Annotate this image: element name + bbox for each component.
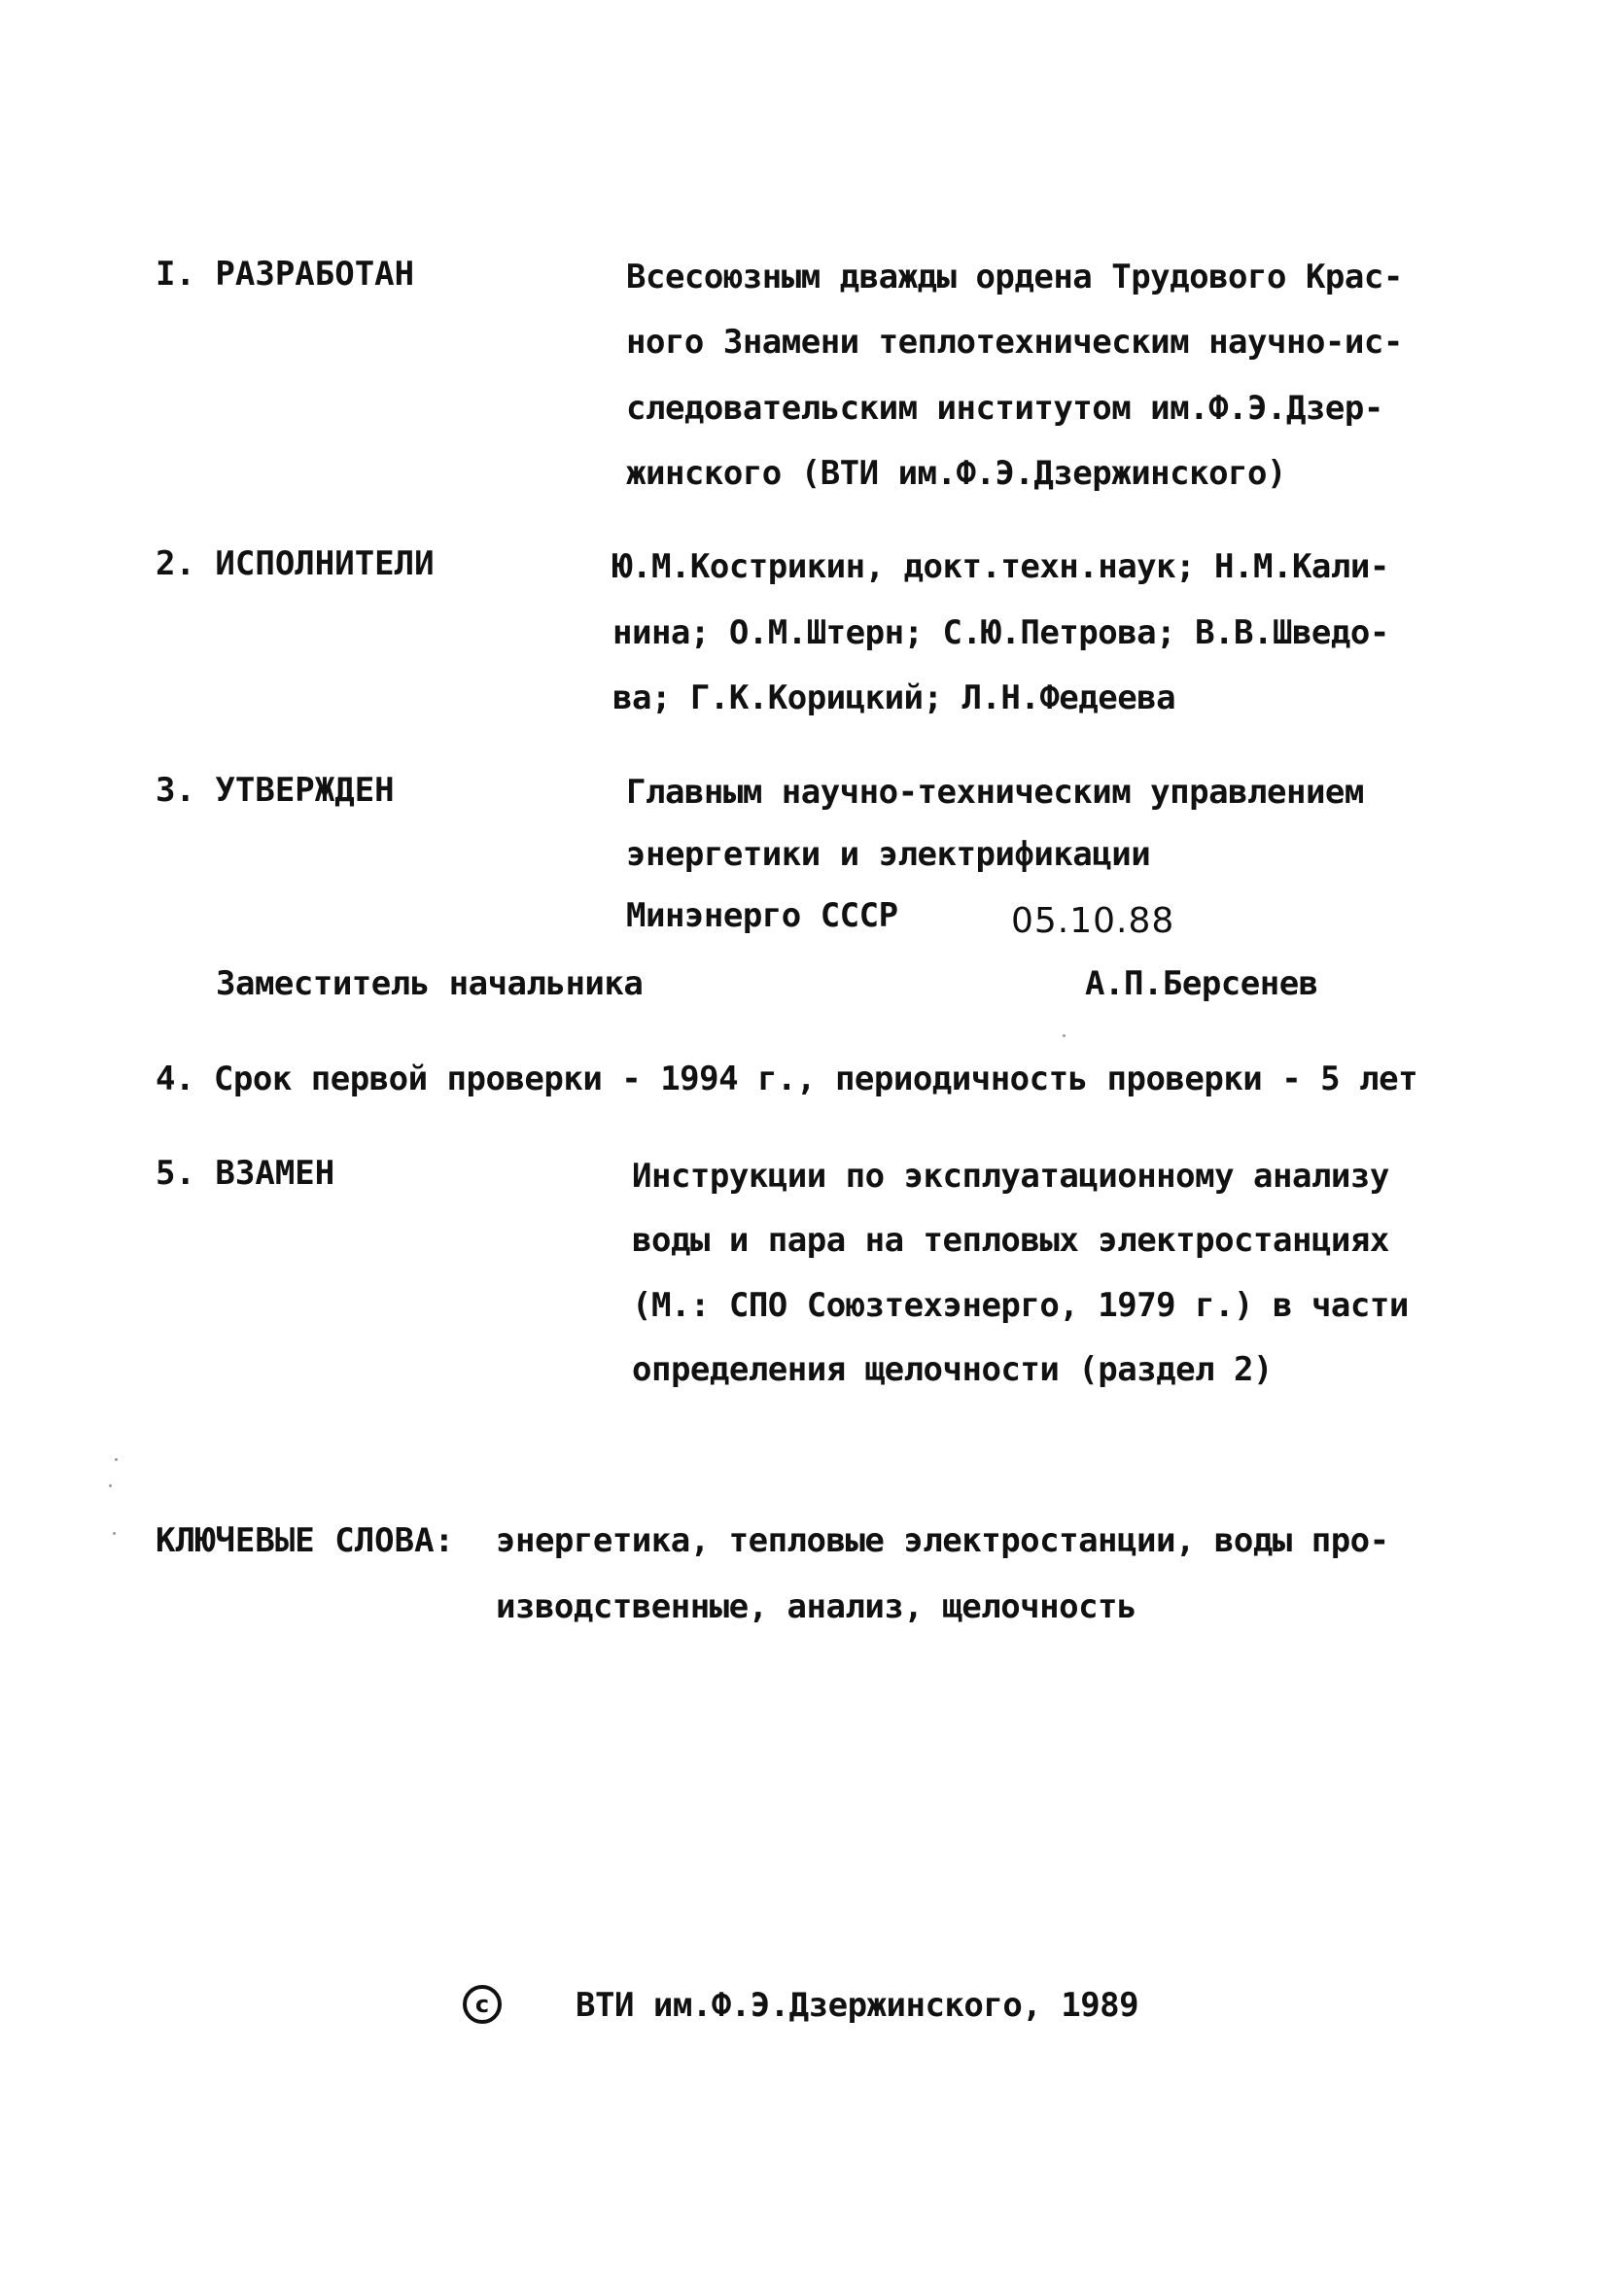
keywords-line-2: изводственные, анализ, щелочность <box>496 1587 1137 1626</box>
section-1-line-2: ного Знамени теплотехническим научно-ис- <box>626 323 1403 362</box>
section-3-line-1: Главным научно-техническим управлением <box>626 773 1364 812</box>
keywords-label: КЛЮЧЕВЫЕ СЛОВА: <box>156 1521 455 1560</box>
section-2-line-3: ва; Г.К.Корицкий; Л.Н.Федеева <box>612 678 1176 717</box>
section-4-text: 4. Срок первой проверки - 1994 г., периодичность проверки - 5 лет <box>156 1060 1418 1098</box>
section-1-label: I. РАЗРАБОТАН <box>156 255 415 294</box>
section-2-label: 2. ИСПОЛНИТЕЛИ <box>156 544 435 583</box>
section-1-line-4: жинского (ВТИ им.Ф.Э.Дзержинского) <box>626 454 1286 493</box>
deputy-title: Заместитель начальника <box>216 964 644 1003</box>
scan-speck <box>113 1532 116 1535</box>
section-3-line-3: Минэнерго СССР <box>626 896 898 935</box>
copyright-text: ВТИ им.Ф.Э.Дзержинского, 1989 <box>576 1986 1139 2025</box>
keywords-line-1: энергетика, тепловые электростанции, воды про- <box>496 1521 1389 1560</box>
section-5-line-3: (М.: СПО Союзтехэнерго, 1979 г.) в части <box>632 1286 1409 1325</box>
section-1-line-3: следовательским институтом им.Ф.Э.Дзер- <box>626 389 1383 428</box>
section-5-label: 5. ВЗАМЕН <box>156 1154 335 1193</box>
copyright-icon: c <box>463 1985 502 2024</box>
scan-speck <box>109 1484 112 1487</box>
section-3-label: 3. УТВЕРЖДЕН <box>156 771 395 810</box>
scan-speck <box>115 1458 118 1461</box>
approval-date: 05.10.88 <box>1011 901 1175 941</box>
section-3-line-2: энергетики и электрификации <box>626 835 1151 874</box>
section-5-line-2: воды и пара на тепловых электростанциях <box>632 1221 1389 1260</box>
section-5-line-1: Инструкции по эксплуатационному анализу <box>632 1157 1389 1196</box>
section-2-line-2: нина; О.М.Штерн; С.Ю.Петрова; В.В.Шведо- <box>612 613 1389 652</box>
section-1-line-1: Всесоюзным дважды ордена Трудового Крас- <box>626 258 1403 296</box>
deputy-name: А.П.Берсенев <box>1085 964 1318 1003</box>
section-5-line-4: определения щелочности (раздел 2) <box>632 1350 1274 1389</box>
section-2-line-1: Ю.М.Кострикин, докт.техн.наук; Н.М.Кали- <box>612 547 1389 586</box>
scan-speck <box>1063 1034 1066 1037</box>
